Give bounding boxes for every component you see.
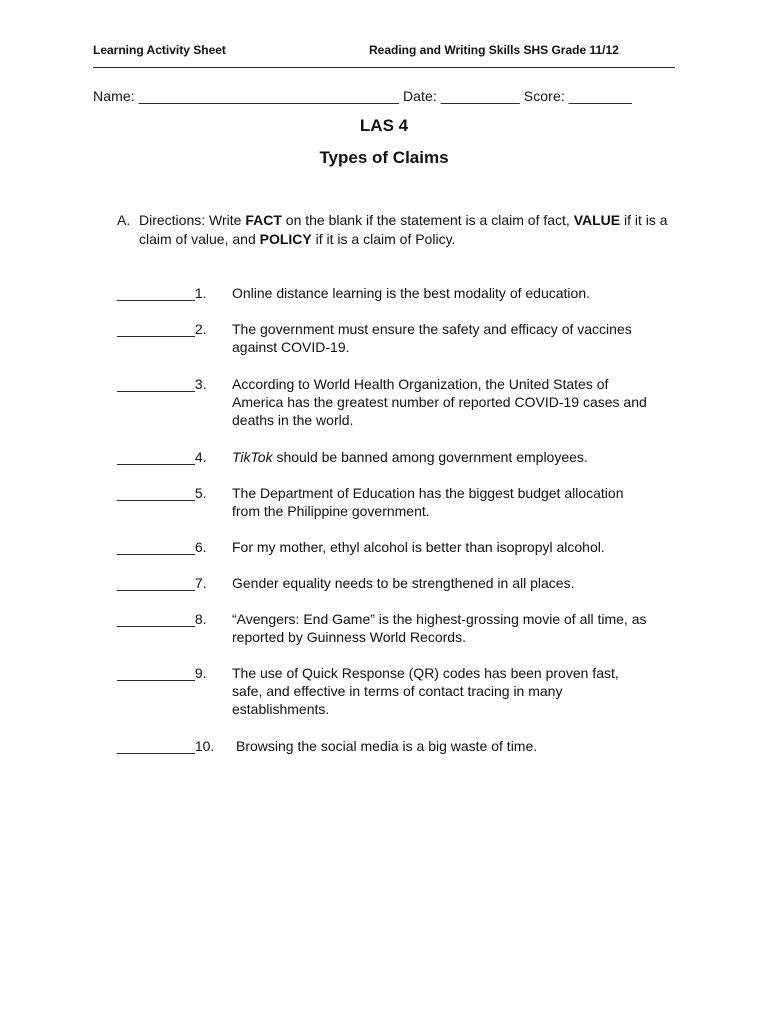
directions-part2: on the blank if the statement is a claim of fact, (281, 212, 574, 228)
directions-fact: FACT (245, 212, 282, 228)
item-statement: “Avengers: End Game” is the highest-grossing movie of all time, as reported by Guinness World Records. (232, 611, 647, 646)
directions-part1: Directions: Write (139, 212, 246, 228)
activity-title: LAS 4 (359, 116, 409, 135)
item-italic-word: TikTok (232, 449, 273, 465)
item-statement: The government must ensure the safety and efficacy of vaccines against COVID-19. (232, 321, 632, 356)
directions-policy: POLICY (259, 230, 312, 247)
directions-letter: A. (117, 212, 131, 228)
answer-blank: __________4. (117, 449, 207, 465)
item-statement: Browsing the social media is a big waste of time. (236, 738, 538, 754)
item-statement: Gender equality needs to be strengthened in all places. (232, 575, 575, 591)
directions-text (139, 211, 684, 248)
item-statement: The use of Quick Response (QR) codes has been proven fast, safe, and effective in terms of contact tracing in many establishments. (232, 665, 619, 718)
answer-blank: __________2. (117, 321, 207, 337)
item-statement: According to World Health Organization, the United States of America has the greatest number of reported COVID-19 cases and deaths in the world. (232, 376, 647, 429)
answer-blank: __________1. (117, 285, 207, 301)
answer-blank: __________7. (117, 575, 207, 591)
item-statement: The Department of Education has the biggest budget allocation from the Philippine government. (232, 485, 624, 520)
answer-blank: __________3. (117, 376, 207, 392)
item-statement: Online distance learning is the best modality of education. (232, 285, 590, 301)
activity-subtitle: Types of Claims (319, 148, 449, 167)
directions-value: VALUE (573, 212, 621, 228)
student-info-line: Name: _________________________________ Date: __________ Score: ________ (93, 88, 632, 104)
answer-blank: __________5. (117, 485, 207, 501)
item-statement: For my mother, ethyl alcohol is better than isopropyl alcohol. (232, 539, 605, 555)
item-statement (232, 448, 652, 466)
answer-blank: __________6. (117, 539, 207, 555)
directions-part3: if it is a claim of value, and (139, 212, 668, 247)
item-statement-rest: should be banned among government employees. (272, 449, 588, 465)
header-left-title: Learning Activity Sheet (93, 43, 226, 57)
answer-blank: __________9. (117, 665, 207, 681)
directions-part4: if it is a claim of Policy. (311, 230, 456, 247)
answer-blank: __________10. (117, 738, 215, 754)
header-divider (93, 67, 675, 68)
answer-blank: __________8. (117, 611, 207, 627)
header-right-title: Reading and Writing Skills SHS Grade 11/12 (369, 43, 619, 57)
